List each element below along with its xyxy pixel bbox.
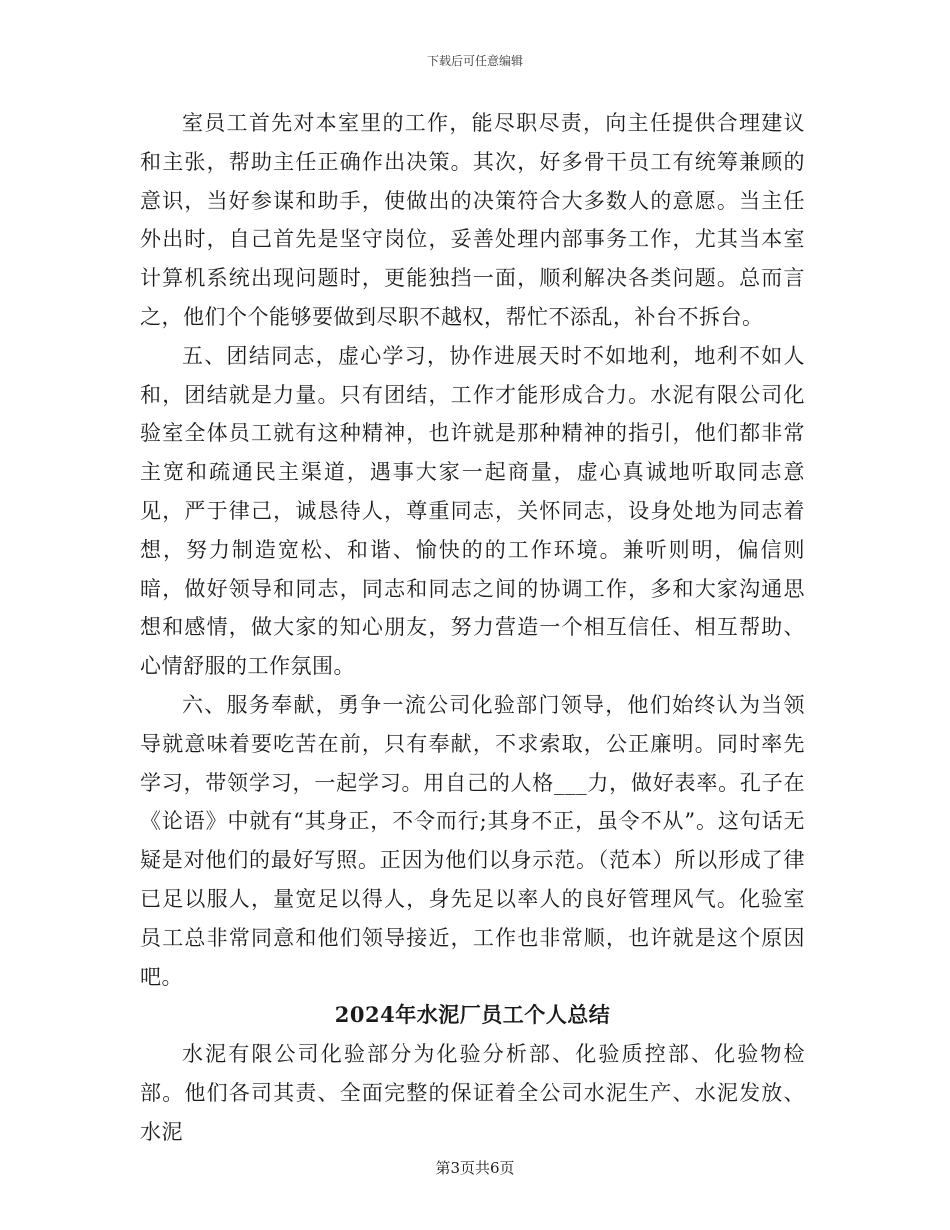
body-paragraph-3: 六、服务奉献，勇争一流公司化验部门领导，他们始终认为当领导就意味着要吃苦在前，只有奉献，不求索取，公正廉明。同时率先学习，带领学习，一起学习。用自己的人格___力，做好表率。孔子在《论语》中就有“其身正，不令而行;其身不正，虽令不从”。这句话无疑是对他们的最好写照。正因为他们以身示范。（范本）所以形成了律已足以服人，量宽足以得人，身先足以率人的良好管理风气。化验室员工总非常同意和他们领导接近，工作也非常顺，也许就是这个原因吧。 xyxy=(140,692,805,989)
document-body xyxy=(140,104,805,1152)
body-paragraph-1: 室员工首先对本室里的工作，能尽职尽责，向主任提供合理建议和主张，帮助主任正确作出决策。其次，好多骨干员工有统筹兼顾的意识，当好参谋和助手，使做出的决策符合大多数人的意愿。当主任外出时，自己首先是坚守岗位，妥善处理内部事务工作，尤其当本室计算机系统出现问题时，更能独挡一面，顺利解决各类问题。总而言之，他们个个能够要做到尽职不越权，帮忙不添乱，补台不拆台。 xyxy=(140,111,805,329)
section-paragraph: 水泥有限公司化验部分为化验分析部、化验质控部、化验物检部。他们各司其责、全面完整的保证着全公司水泥生产、水泥发放、水泥 xyxy=(140,1042,805,1144)
section-title: 2024年水泥厂员工个人总结 xyxy=(334,1002,611,1028)
page-header-note: 下载后可任意编辑 xyxy=(426,54,523,68)
body-paragraph-2: 五、团结同志，虚心学习，协作进展天时不如地利，地利不如人和，团结就是力量。只有团结，工作才能形成合力。水泥有限公司化验室全体员工就有这种精神，也许就是那种精神的指引，他们都非常主宽和疏通民主渠道，遇事大家一起商量，虚心真诚地听取同志意见，严于律己，诚恳待人，尊重同志，关怀同志，设身处地为同志着想，努力制造宽松、和谐、愉快的的工作环境。兼听则明，偏信则暗，做好领导和同志，同志和同志之间的协调工作，多和大家沟通思想和感情，做大家的知心朋友，努力营造一个相互信任、相互帮助、心情舒服的工作氛围。 xyxy=(140,343,805,679)
page-number: 第3页共6页 xyxy=(435,1159,515,1177)
